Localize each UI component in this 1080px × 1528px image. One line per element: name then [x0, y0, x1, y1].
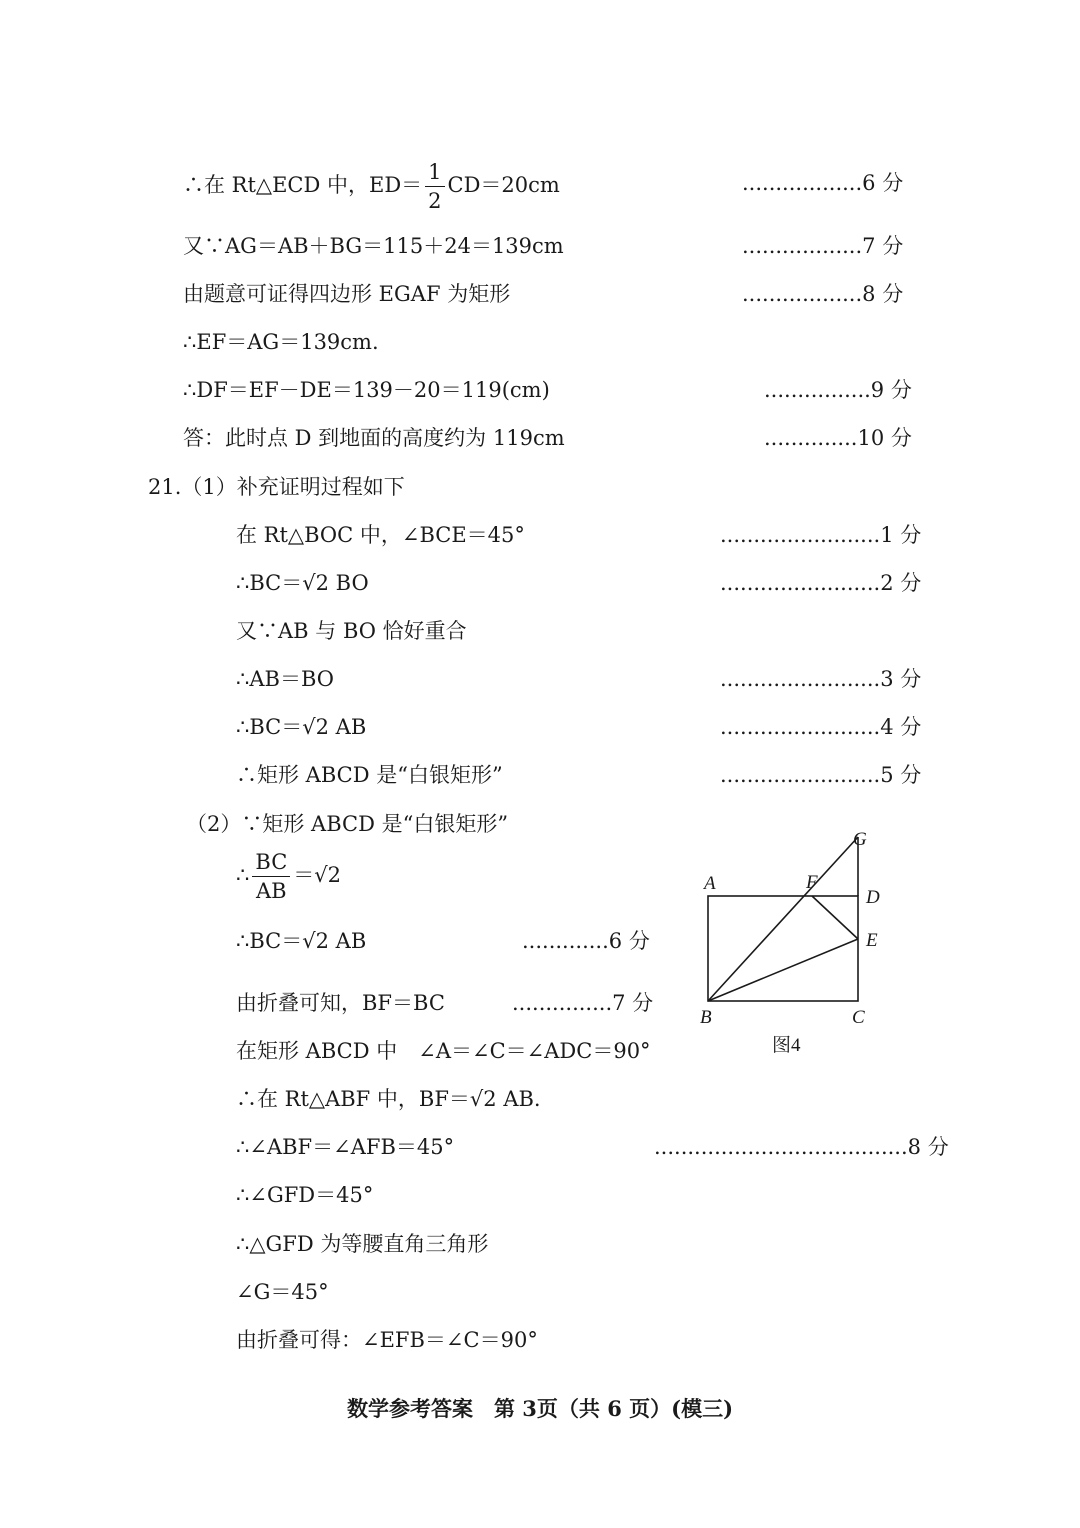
label-e: E	[866, 930, 878, 951]
question-21-part-1-heading: 21.（1）补充证明过程如下	[148, 475, 405, 499]
line-24: 由折叠可得：∠EFB＝∠C＝90°	[236, 1328, 538, 1352]
question-21-part-2-heading: （2）∵矩形 ABCD 是“白银矩形”	[186, 812, 509, 836]
line-4: ∴EF＝AG＝139cm.	[183, 330, 379, 354]
label-c: C	[852, 1007, 865, 1028]
line-1	[183, 157, 560, 213]
score-line-5: ................9 分	[764, 378, 912, 402]
line-15-text-a: ∴	[236, 863, 250, 887]
score-line-1: ..................6 分	[742, 171, 904, 195]
fraction-denominator: 2	[428, 188, 442, 213]
score-line-13: ........................5 分	[720, 763, 922, 787]
fraction-numerator: 1	[425, 162, 444, 187]
line-2: 又∵AG＝AB＋BG＝115＋24＝139cm	[183, 234, 564, 258]
segment-fe	[812, 896, 858, 939]
label-g: G	[853, 829, 867, 850]
label-a: A	[704, 873, 716, 894]
line-15	[236, 845, 341, 905]
score-line-20: ......................................8 分	[654, 1135, 949, 1159]
line-23: ∠G＝45°	[236, 1280, 329, 1304]
score-line-17: ...............7 分	[512, 991, 654, 1015]
line-13: ∴矩形 ABCD 是“白银矩形”	[236, 763, 503, 787]
figure-svg	[690, 825, 890, 1065]
line-19: ∴在 Rt△ABF 中，BF＝√2 AB.	[236, 1087, 541, 1111]
fraction-one-half	[425, 159, 444, 213]
line-11: ∴AB＝BO	[236, 667, 334, 691]
line-5: ∴DF＝EF－DE＝139－20＝119(cm)	[183, 378, 550, 402]
line-1-text-a: ∴在 Rt△ECD 中，ED＝	[183, 173, 423, 197]
score-line-9: ........................2 分	[720, 571, 922, 595]
line-10: 又∵AB 与 BO 恰好重合	[236, 619, 467, 643]
score-line-2: ..................7 分	[742, 234, 904, 258]
score-line-3: ..................8 分	[742, 282, 904, 306]
line-22: ∴△GFD 为等腰直角三角形	[236, 1232, 489, 1256]
label-f: F	[806, 872, 818, 893]
line-21: ∴∠GFD＝45°	[236, 1183, 374, 1207]
line-18: 在矩形 ABCD 中 ∠A＝∠C＝∠ADC＝90°	[236, 1039, 651, 1063]
line-3: 由题意可证得四边形 EGAF 为矩形	[183, 282, 511, 306]
line-12: ∴BC＝√2 AB	[236, 715, 367, 739]
fraction-denominator: AB	[256, 878, 287, 903]
figure-caption: 图4	[772, 1035, 801, 1056]
line-20: ∴∠ABF＝∠AFB＝45°	[236, 1135, 455, 1159]
page-footer: 数学参考答案 第 3页（共 6 页）(模三)	[346, 1396, 734, 1421]
geometry-figure-4	[690, 825, 890, 1065]
line-15-text-b: ＝√2	[293, 863, 342, 887]
line-17: 由折叠可知，BF＝BC	[236, 991, 445, 1015]
label-d: D	[866, 887, 880, 908]
fraction-numerator: BC	[252, 852, 290, 877]
score-line-11: ........................3 分	[720, 667, 922, 691]
line-8: 在 Rt△BOC 中，∠BCE＝45°	[236, 523, 525, 547]
score-line-16: .............6 分	[522, 929, 650, 953]
line-16: ∴BC＝√2 AB	[236, 929, 367, 953]
score-line-8: ........................1 分	[720, 523, 922, 547]
score-line-12: ........................4 分	[720, 715, 922, 739]
fraction-bc-over-ab	[252, 849, 290, 903]
score-line-6: ..............10 分	[764, 426, 912, 450]
line-9: ∴BC＝√2 BO	[236, 571, 369, 595]
label-b: B	[700, 1007, 712, 1028]
line-6: 答：此时点 D 到地面的高度约为 119cm	[183, 426, 565, 450]
line-1-text-b: CD＝20cm	[447, 173, 560, 197]
segment-be	[708, 939, 858, 1001]
